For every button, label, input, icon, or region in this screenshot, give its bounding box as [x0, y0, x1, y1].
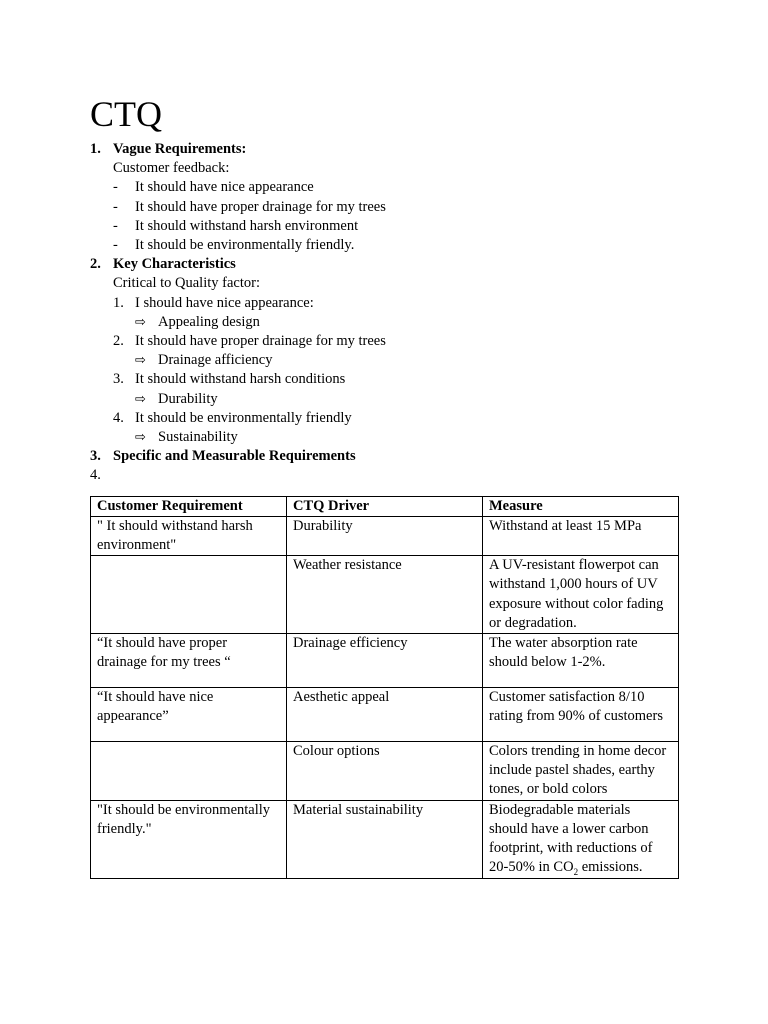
measure-cell: A UV-resistant flowerpot can withstand 1,000 hours of UV exposure without color fading or degradation.: [483, 556, 679, 634]
section-heading: Key Characteristics: [113, 256, 236, 273]
dash-marker: -: [113, 179, 118, 196]
driver-cell: Weather resistance: [287, 556, 483, 634]
section-number: 3.: [90, 448, 101, 465]
dash-marker: -: [113, 217, 118, 234]
subscript-text: 2: [573, 867, 579, 878]
item-text: It should withstand harsh conditions: [135, 371, 346, 388]
page-title: CTQ: [90, 94, 162, 134]
list-item: [90, 409, 678, 428]
arrow-right-icon: ⇨: [135, 353, 146, 369]
ctq-table: [90, 496, 679, 879]
table-row: [91, 688, 679, 742]
requirement-cell: " It should withstand harsh environment": [91, 516, 287, 555]
bullet-text: It should withstand harsh environment: [135, 217, 359, 234]
list-item: [90, 332, 678, 351]
requirement-cell: [91, 556, 287, 634]
sub-item-text: Appealing design: [158, 313, 260, 330]
table-row: [91, 634, 679, 688]
list-item: [90, 198, 678, 217]
table-row: [91, 800, 679, 878]
driver-cell: Material sustainability: [287, 800, 483, 878]
table-row: [91, 516, 679, 555]
requirement-cell: "It should be environmentally friendly.": [91, 800, 287, 878]
sub-item-text: Drainage afficiency: [158, 352, 273, 369]
arrow-right-icon: ⇨: [135, 391, 146, 407]
sub-item: [90, 313, 678, 332]
item-text: It should be environmentally friendly: [135, 409, 352, 426]
driver-cell: Durability: [287, 516, 483, 555]
arrow-right-icon: ⇨: [135, 314, 146, 330]
list-item: [90, 217, 678, 236]
bullet-text: It should be environmentally friendly.: [135, 237, 355, 254]
dash-marker: -: [113, 198, 118, 215]
header-customer-requirement: Customer Requirement: [91, 496, 287, 516]
sub-item-text: Durability: [158, 390, 218, 407]
requirement-cell: “It should have proper drainage for my trees “: [91, 634, 287, 688]
measure-cell: The water absorption rate should below 1-2%.: [483, 634, 679, 688]
measure-cell: Colors trending in home decor include pastel shades, earthy tones, or bold colors: [483, 742, 679, 801]
section-number: 4.: [90, 467, 101, 484]
sub-item: [90, 351, 678, 370]
driver-cell: Drainage efficiency: [287, 634, 483, 688]
item-number: 2.: [113, 333, 124, 350]
section-empty: [90, 466, 678, 485]
section-intro: Customer feedback:: [113, 160, 230, 177]
item-number: 1.: [113, 294, 124, 311]
list-item: [90, 236, 678, 255]
section-heading: Specific and Measurable Requirements: [113, 448, 356, 465]
dash-marker: -: [113, 237, 118, 254]
section-intro: Critical to Quality factor:: [113, 275, 260, 292]
measure-text-end: emissions.: [578, 859, 643, 876]
section-number: 2.: [90, 256, 101, 273]
item-number: 4.: [113, 409, 124, 426]
requirement-cell: “It should have nice appearance”: [91, 688, 287, 742]
section-key-characteristics: [90, 255, 678, 293]
driver-cell: Colour options: [287, 742, 483, 801]
table-header-row: [91, 496, 679, 516]
arrow-right-icon: ⇨: [135, 430, 146, 446]
item-text: It should have proper drainage for my trees: [135, 333, 386, 350]
measure-cell: Customer satisfaction 8/10 rating from 90% of customers: [483, 688, 679, 742]
measure-text: Biodegradable materials should have a lower carbon footprint, with reductions of 20-50% in CO: [489, 801, 653, 876]
requirement-cell: [91, 742, 287, 801]
driver-cell: Aesthetic appeal: [287, 688, 483, 742]
list-item: [90, 178, 678, 197]
sub-item: [90, 390, 678, 409]
item-text: I should have nice appearance:: [135, 294, 314, 311]
sub-item: [90, 428, 678, 447]
measure-cell: Withstand at least 15 MPa: [483, 516, 679, 555]
document-page: [90, 90, 678, 879]
sub-item-text: Sustainability: [158, 429, 238, 446]
list-item: [90, 370, 678, 389]
bullet-text: It should have proper drainage for my trees: [135, 198, 386, 215]
header-measure: Measure: [483, 496, 679, 516]
section-number: 1.: [90, 141, 101, 157]
bullet-text: It should have nice appearance: [135, 179, 314, 196]
item-number: 3.: [113, 371, 124, 388]
table-row: [91, 556, 679, 634]
section-specific-requirements: [90, 447, 678, 466]
list-item: [90, 294, 678, 313]
section-vague-requirements: [90, 140, 678, 178]
header-ctq-driver: CTQ Driver: [287, 496, 483, 516]
table-row: [91, 742, 679, 801]
measure-cell: [483, 800, 679, 878]
section-heading: Vague Requirements:: [113, 141, 247, 157]
